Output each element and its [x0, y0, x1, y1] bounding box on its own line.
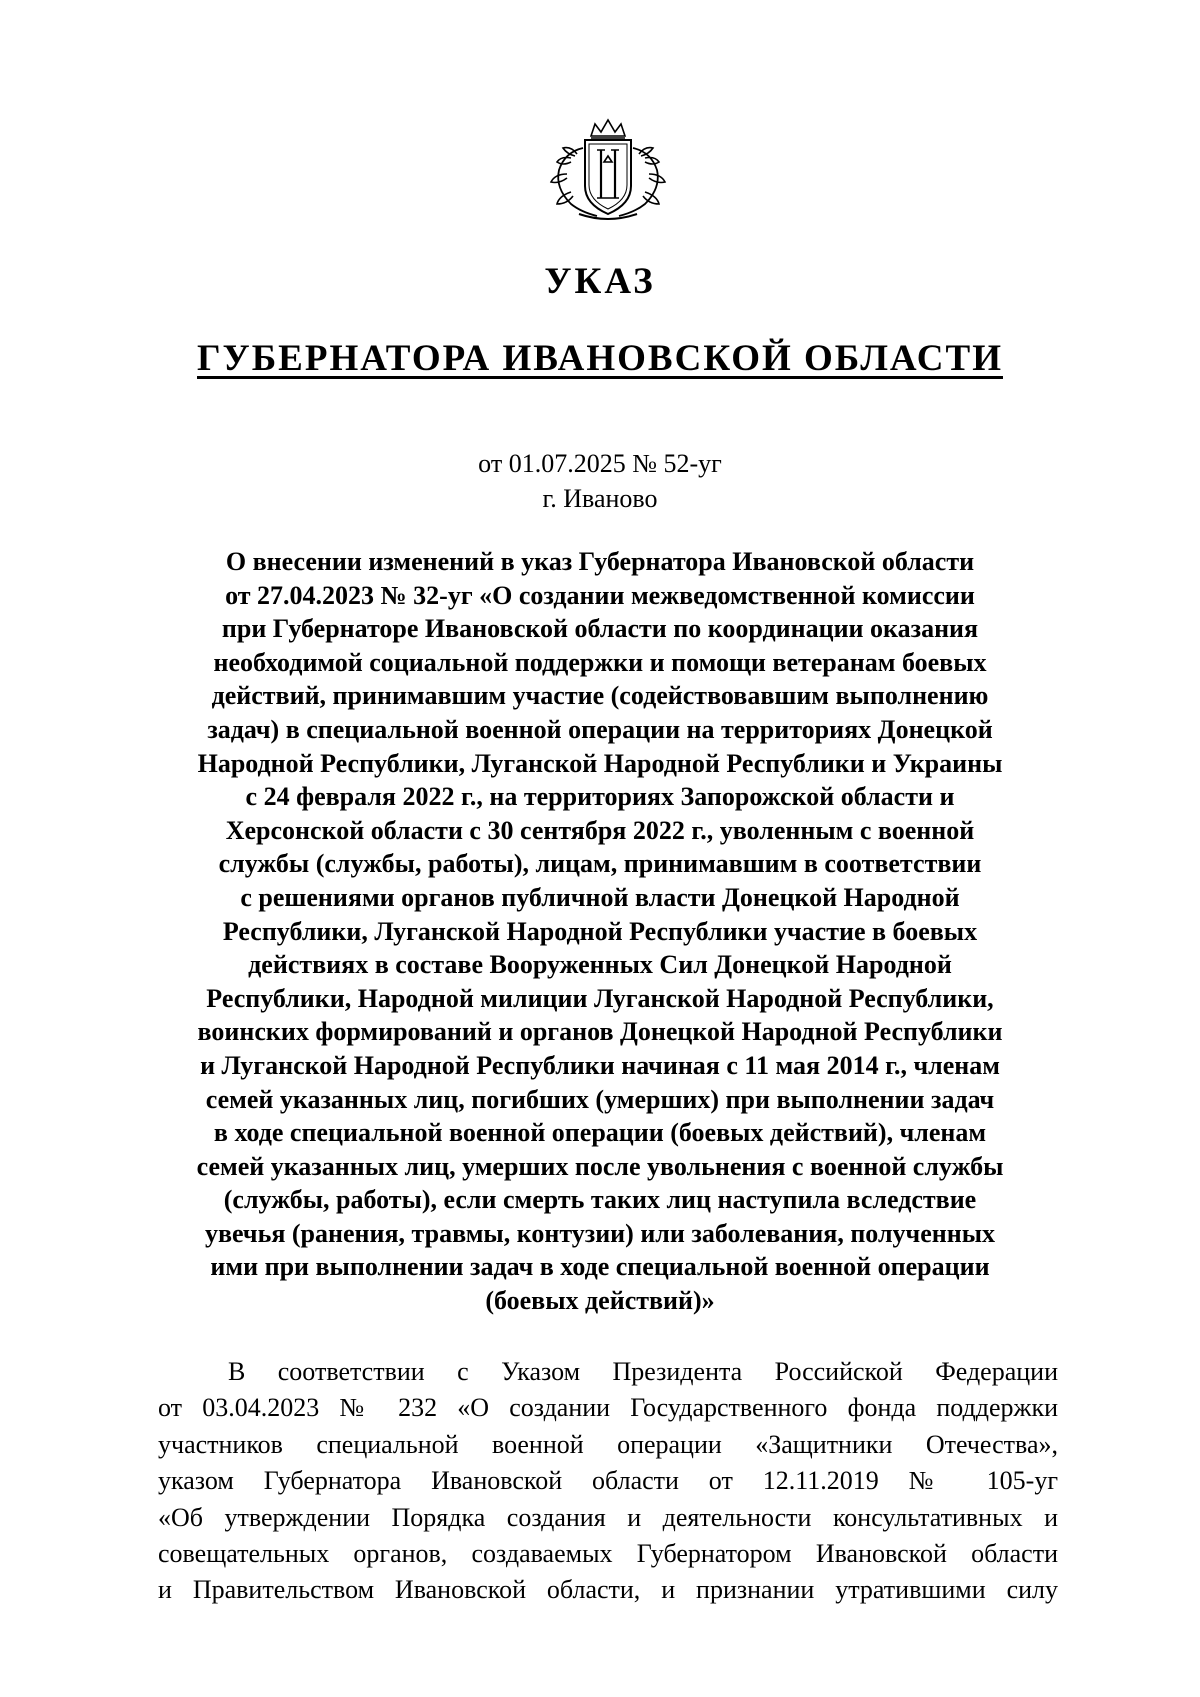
body-line: и Правительством Ивановской области, и признании утратившими силу	[158, 1575, 1058, 1605]
body-line: участников специальной военной операции «Защитники Отечества»,	[158, 1429, 1058, 1459]
body-line: В соответствии с Указом Президента Российской Федерации	[228, 1357, 1058, 1386]
heading-line: Народной Республики, Луганской Народной Республики и Украины	[197, 748, 1003, 778]
heading-line: Республики, Луганской Народной Республики участие в боевых	[222, 916, 978, 946]
heading-line: действиях в составе Вооруженных Сил Донецкой Народной	[248, 950, 952, 980]
heading-line: увечья (ранения, травмы, контузии) или заболевания, полученных	[204, 1218, 996, 1248]
heading-line: службы (службы, работы), лицам, принимавшим в соответствии	[218, 849, 982, 879]
heading-line: с решениями органов публичной власти Донецкой Народной	[240, 882, 960, 912]
heading-line: (боевых действий)»	[485, 1286, 715, 1316]
heading-line: от 27.04.2023 № 32-уг «О создании межведомственной комиссии	[225, 580, 975, 610]
document-subtitle	[0, 335, 1200, 383]
heading-line: при Губернаторе Ивановской области по координации оказания	[221, 614, 979, 644]
decree-body-paragraph	[158, 1354, 1058, 1609]
body-line: от 03.04.2023 № 232 «О создании Государственного фонда поддержки	[158, 1393, 1058, 1423]
heading-line: с 24 февраля 2022 г., на территориях Запорожской области и	[245, 782, 955, 812]
coat-of-arms-icon	[541, 118, 675, 224]
heading-line: семей указанных лиц, погибших (умерших) при выполнении задач	[205, 1084, 995, 1114]
heading-line: действий, принимавшим участие (содействовавшим выполнению	[211, 681, 989, 711]
document-city: г. Иваново	[542, 484, 658, 513]
heading-line: (службы, работы), если смерть таких лиц наступила вследствие	[223, 1185, 977, 1215]
body-line: указом Губернатора Ивановской области от 12.11.2019 № 105-уг	[158, 1466, 1058, 1496]
document-dateline: от 01.07.2025 № 52-уг	[478, 449, 722, 478]
heading-line: воинских формирований и органов Донецкой Народной Республики	[197, 1017, 1003, 1047]
heading-line: О внесении изменений в указ Губернатора Ивановской области	[225, 547, 975, 576]
heading-line: Республики, Народной милиции Луганской Народной Республики,	[206, 983, 994, 1013]
heading-line: и Луганской Народной Республики начиная с 11 мая 2014 г., членам	[200, 1050, 1000, 1080]
document-title: УКАЗ	[544, 261, 656, 302]
heading-line: ими при выполнении задач в ходе специальной военной операции	[210, 1252, 990, 1282]
heading-line: семей указанных лиц, умерших после увольнения с военной службы	[196, 1151, 1004, 1181]
heading-line: задач) в специальной военной операции на территориях Донецкой	[207, 714, 993, 744]
body-line: совещательных органов, создаваемых Губернатором Ивановской области	[158, 1538, 1058, 1568]
body-line: «Об утверждении Порядка создания и деятельности консультативных и	[158, 1502, 1058, 1532]
heading-line: в ходе специальной военной операции (боевых действий), членам	[213, 1118, 987, 1148]
subtitle-text: ГУБЕРНАТОРА ИВАНОВСКОЙ ОБЛАСТИ	[197, 338, 1003, 379]
heading-line: Херсонской области с 30 сентября 2022 г., уволенным с военной	[225, 815, 975, 845]
heading-line: необходимой социальной поддержки и помощи ветеранам боевых	[213, 647, 987, 677]
decree-heading	[160, 545, 1040, 1318]
